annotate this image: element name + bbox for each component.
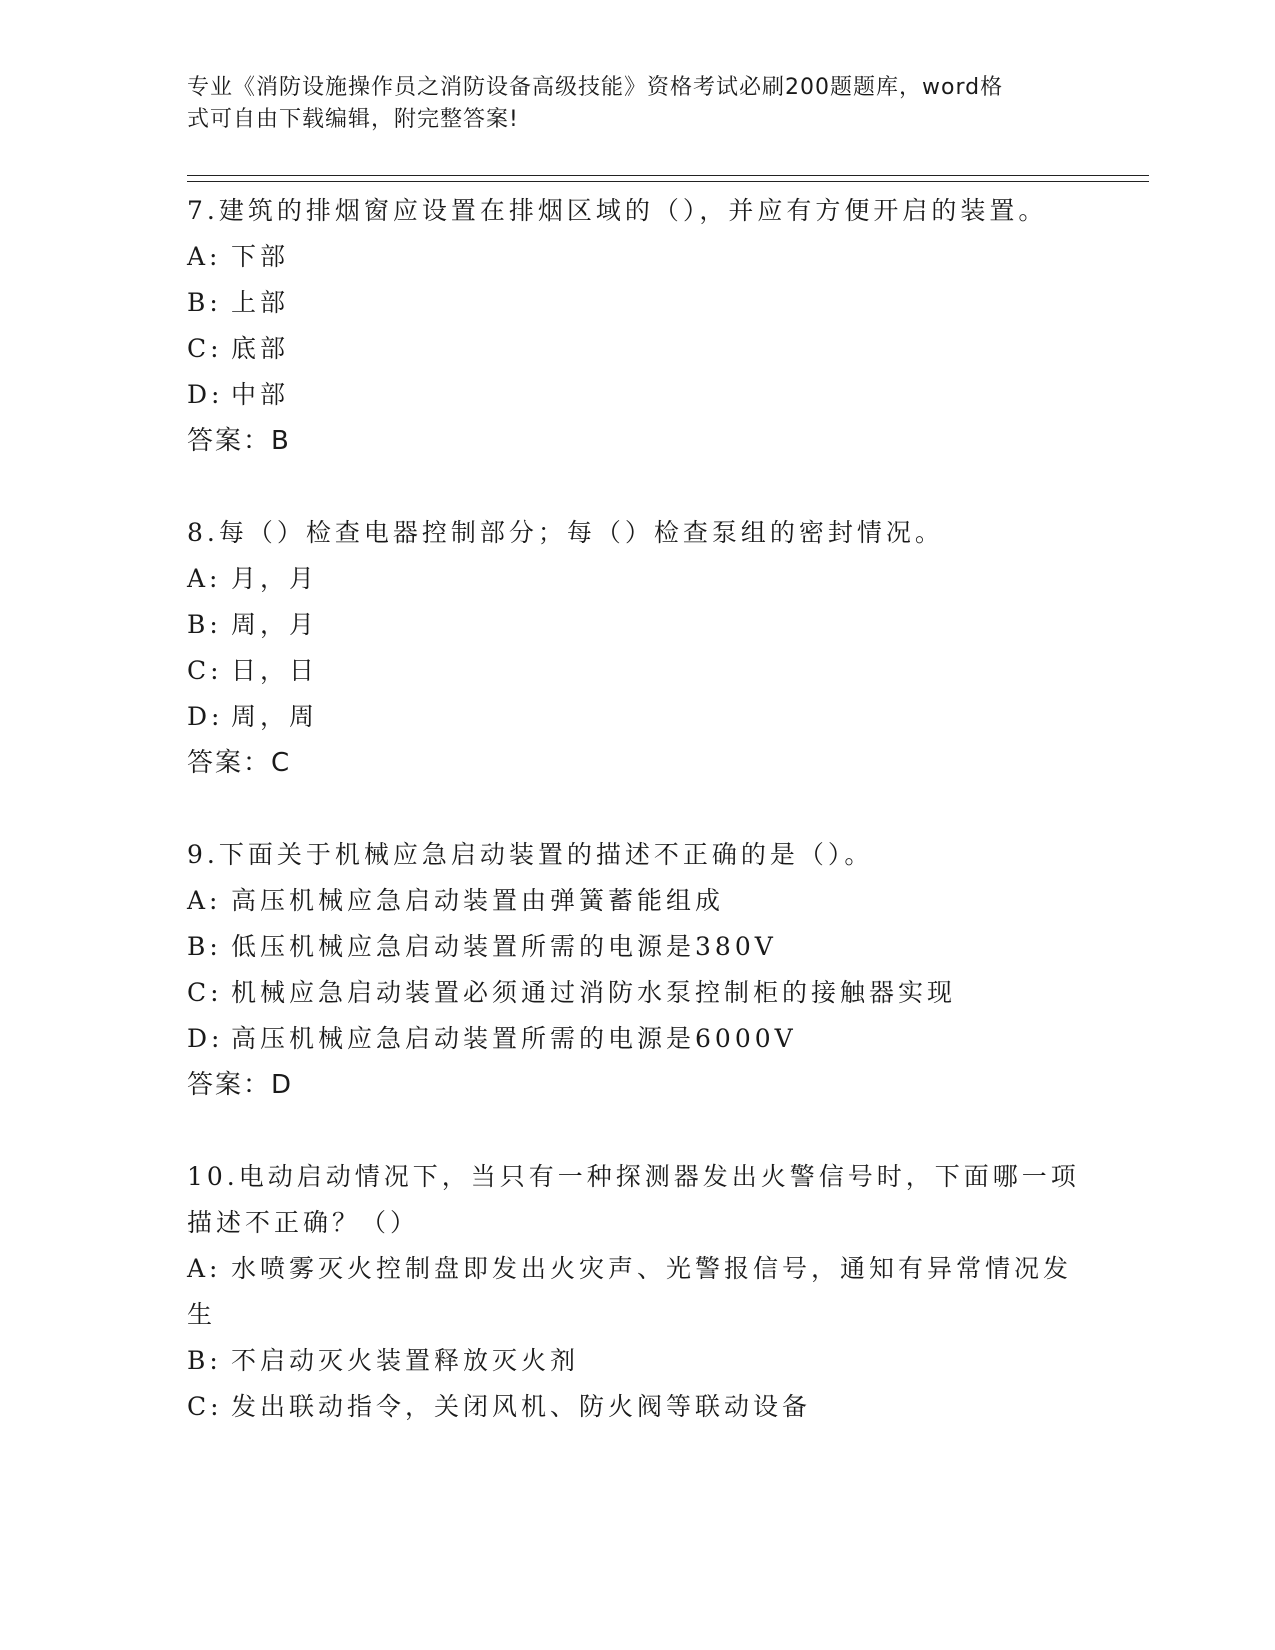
- option-text: 月，月: [231, 564, 319, 593]
- option-a: [187, 878, 1087, 924]
- answer-line: 答案：B: [187, 426, 291, 456]
- question-list: [187, 188, 1087, 1476]
- option-key: D:: [187, 702, 224, 731]
- option-d: [187, 694, 1087, 740]
- option-c: [187, 1384, 1087, 1430]
- option-a: [187, 1246, 1087, 1338]
- option-key: C:: [187, 1392, 223, 1421]
- option-text: 水喷雾灭火控制盘即发出火灾声、光警报信号，通知有异常情况发生: [187, 1254, 1073, 1329]
- option-b: [187, 924, 1087, 970]
- option-text: 机械应急启动装置必须通过消防水泵控制柜的接触器实现: [231, 978, 957, 1007]
- option-key: C:: [187, 656, 223, 685]
- question-stem: 7.建筑的排烟窗应设置在排烟区域的（），并应有方便开启的装置。: [187, 196, 1048, 225]
- option-text: 下部: [231, 242, 290, 271]
- document-header: [187, 72, 1067, 136]
- question-7: [187, 188, 1087, 464]
- option-key: A:: [187, 1254, 222, 1283]
- question-8: [187, 510, 1087, 786]
- option-key: A:: [187, 242, 222, 271]
- option-text: 周，月: [231, 610, 319, 639]
- answer-line: 答案：C: [187, 748, 292, 778]
- option-text: 发出联动指令，关闭风机、防火阀等联动设备: [231, 1392, 812, 1421]
- option-text: 日，日: [231, 656, 319, 685]
- option-key: B:: [187, 610, 222, 639]
- option-b: [187, 602, 1087, 648]
- option-d: [187, 1016, 1087, 1062]
- option-text: 不启动灭火装置释放灭火剂: [231, 1346, 580, 1375]
- option-key: D:: [187, 380, 224, 409]
- option-c: [187, 970, 1087, 1016]
- option-key: B:: [187, 1346, 222, 1375]
- option-c: [187, 648, 1087, 694]
- option-a: [187, 556, 1087, 602]
- answer-line: 答案：D: [187, 1070, 294, 1100]
- option-a: [187, 234, 1087, 280]
- question-9: [187, 832, 1087, 1108]
- option-key: C:: [187, 334, 223, 363]
- option-d: [187, 372, 1087, 418]
- question-stem: 9.下面关于机械应急启动装置的描述不正确的是（）。: [187, 840, 874, 869]
- option-b: [187, 1338, 1087, 1384]
- question-stem: 10.电动启动情况下，当只有一种探测器发出火警信号时，下面哪一项描述不正确？（）: [187, 1162, 1080, 1237]
- option-text: 低压机械应急启动装置所需的电源是380V: [231, 932, 777, 961]
- option-key: B:: [187, 932, 222, 961]
- header-line-2: 式可自由下载编辑，附完整答案!: [187, 107, 519, 132]
- option-c: [187, 326, 1087, 372]
- option-key: C:: [187, 978, 223, 1007]
- option-text: 上部: [231, 288, 290, 317]
- option-text: 底部: [231, 334, 290, 363]
- option-text: 中部: [231, 380, 290, 409]
- question-stem: 8.每（）检查电器控制部分；每（）检查泵组的密封情况。: [187, 518, 944, 547]
- option-text: 高压机械应急启动装置所需的电源是6000V: [231, 1024, 797, 1053]
- header-line-1: 专业《消防设施操作员之消防设备高级技能》资格考试必刷200题题库，word格: [187, 75, 1004, 100]
- option-key: B:: [187, 288, 222, 317]
- option-text: 周，周: [231, 702, 319, 731]
- header-divider-bottom: [187, 181, 1149, 182]
- header-divider-top: [187, 175, 1149, 176]
- option-text: 高压机械应急启动装置由弹簧蓄能组成: [231, 886, 725, 915]
- option-b: [187, 280, 1087, 326]
- option-key: A:: [187, 886, 222, 915]
- question-10: [187, 1154, 1087, 1430]
- option-key: A:: [187, 564, 222, 593]
- option-key: D:: [187, 1024, 224, 1053]
